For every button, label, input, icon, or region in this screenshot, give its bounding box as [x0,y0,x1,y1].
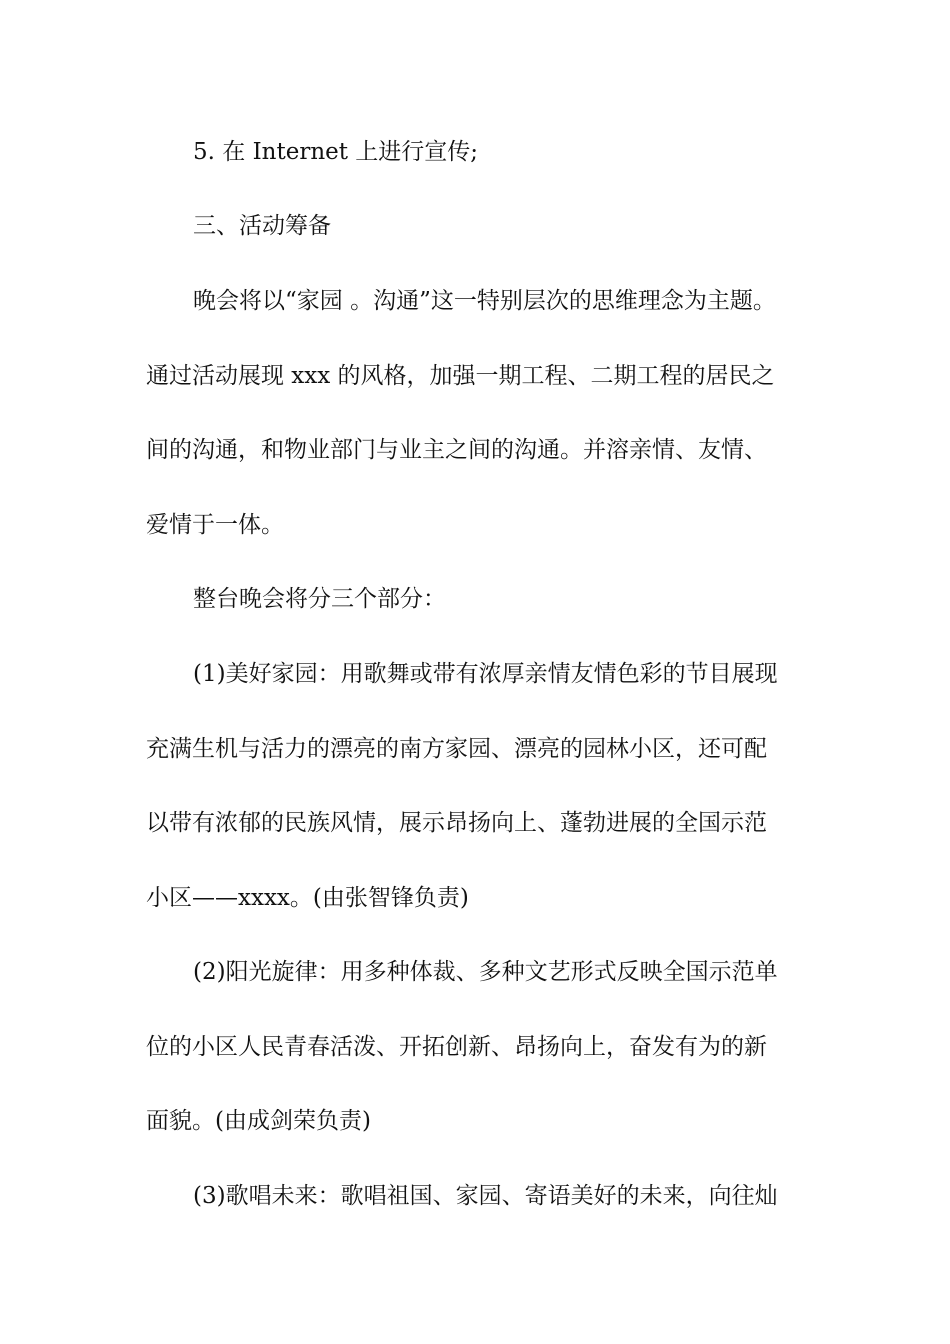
section-heading-activity-preparation: 三、活动筹备 [193,213,331,239]
part-one-line: 以带有浓郁的民族风情，展示昂扬向上、蓬勃进展的全国示范 [146,810,767,836]
part-two-line: (2)阳光旋律：用多种体裁、多种文艺形式反映全国示范单 [193,959,778,985]
list-item-internet-promotion: 5. 在 Internet 上进行宣传; [193,139,479,165]
part-one-line: 充满生机与活力的漂亮的南方家园、漂亮的园林小区，还可配 [146,736,767,762]
paragraph-line: 通过活动展现 xxx 的风格，加强一期工程、二期工程的居民之 [146,363,775,389]
part-one-line: 小区——xxxx。(由张智锋负责) [146,885,469,911]
part-three-line: (3)歌唱未来：歌唱祖国、家园、寄语美好的未来，向往灿 [193,1183,778,1209]
paragraph-line: 爱情于一体。 [146,512,284,538]
part-one-line: (1)美好家园：用歌舞或带有浓厚亲情友情色彩的节目展现 [193,661,778,687]
part-two-line: 位的小区人民青春活泼、开拓创新、昂扬向上，奋发有为的新 [146,1034,767,1060]
paragraph-line: 晚会将以“家园 。沟通”这一特别层次的思维理念为主题。 [193,288,776,314]
paragraph-line: 整台晚会将分三个部分： [193,586,446,612]
part-two-line: 面貌。(由成剑荣负责) [146,1108,371,1134]
paragraph-line: 间的沟通，和物业部门与业主之间的沟通。并溶亲情、友情、 [146,437,767,463]
